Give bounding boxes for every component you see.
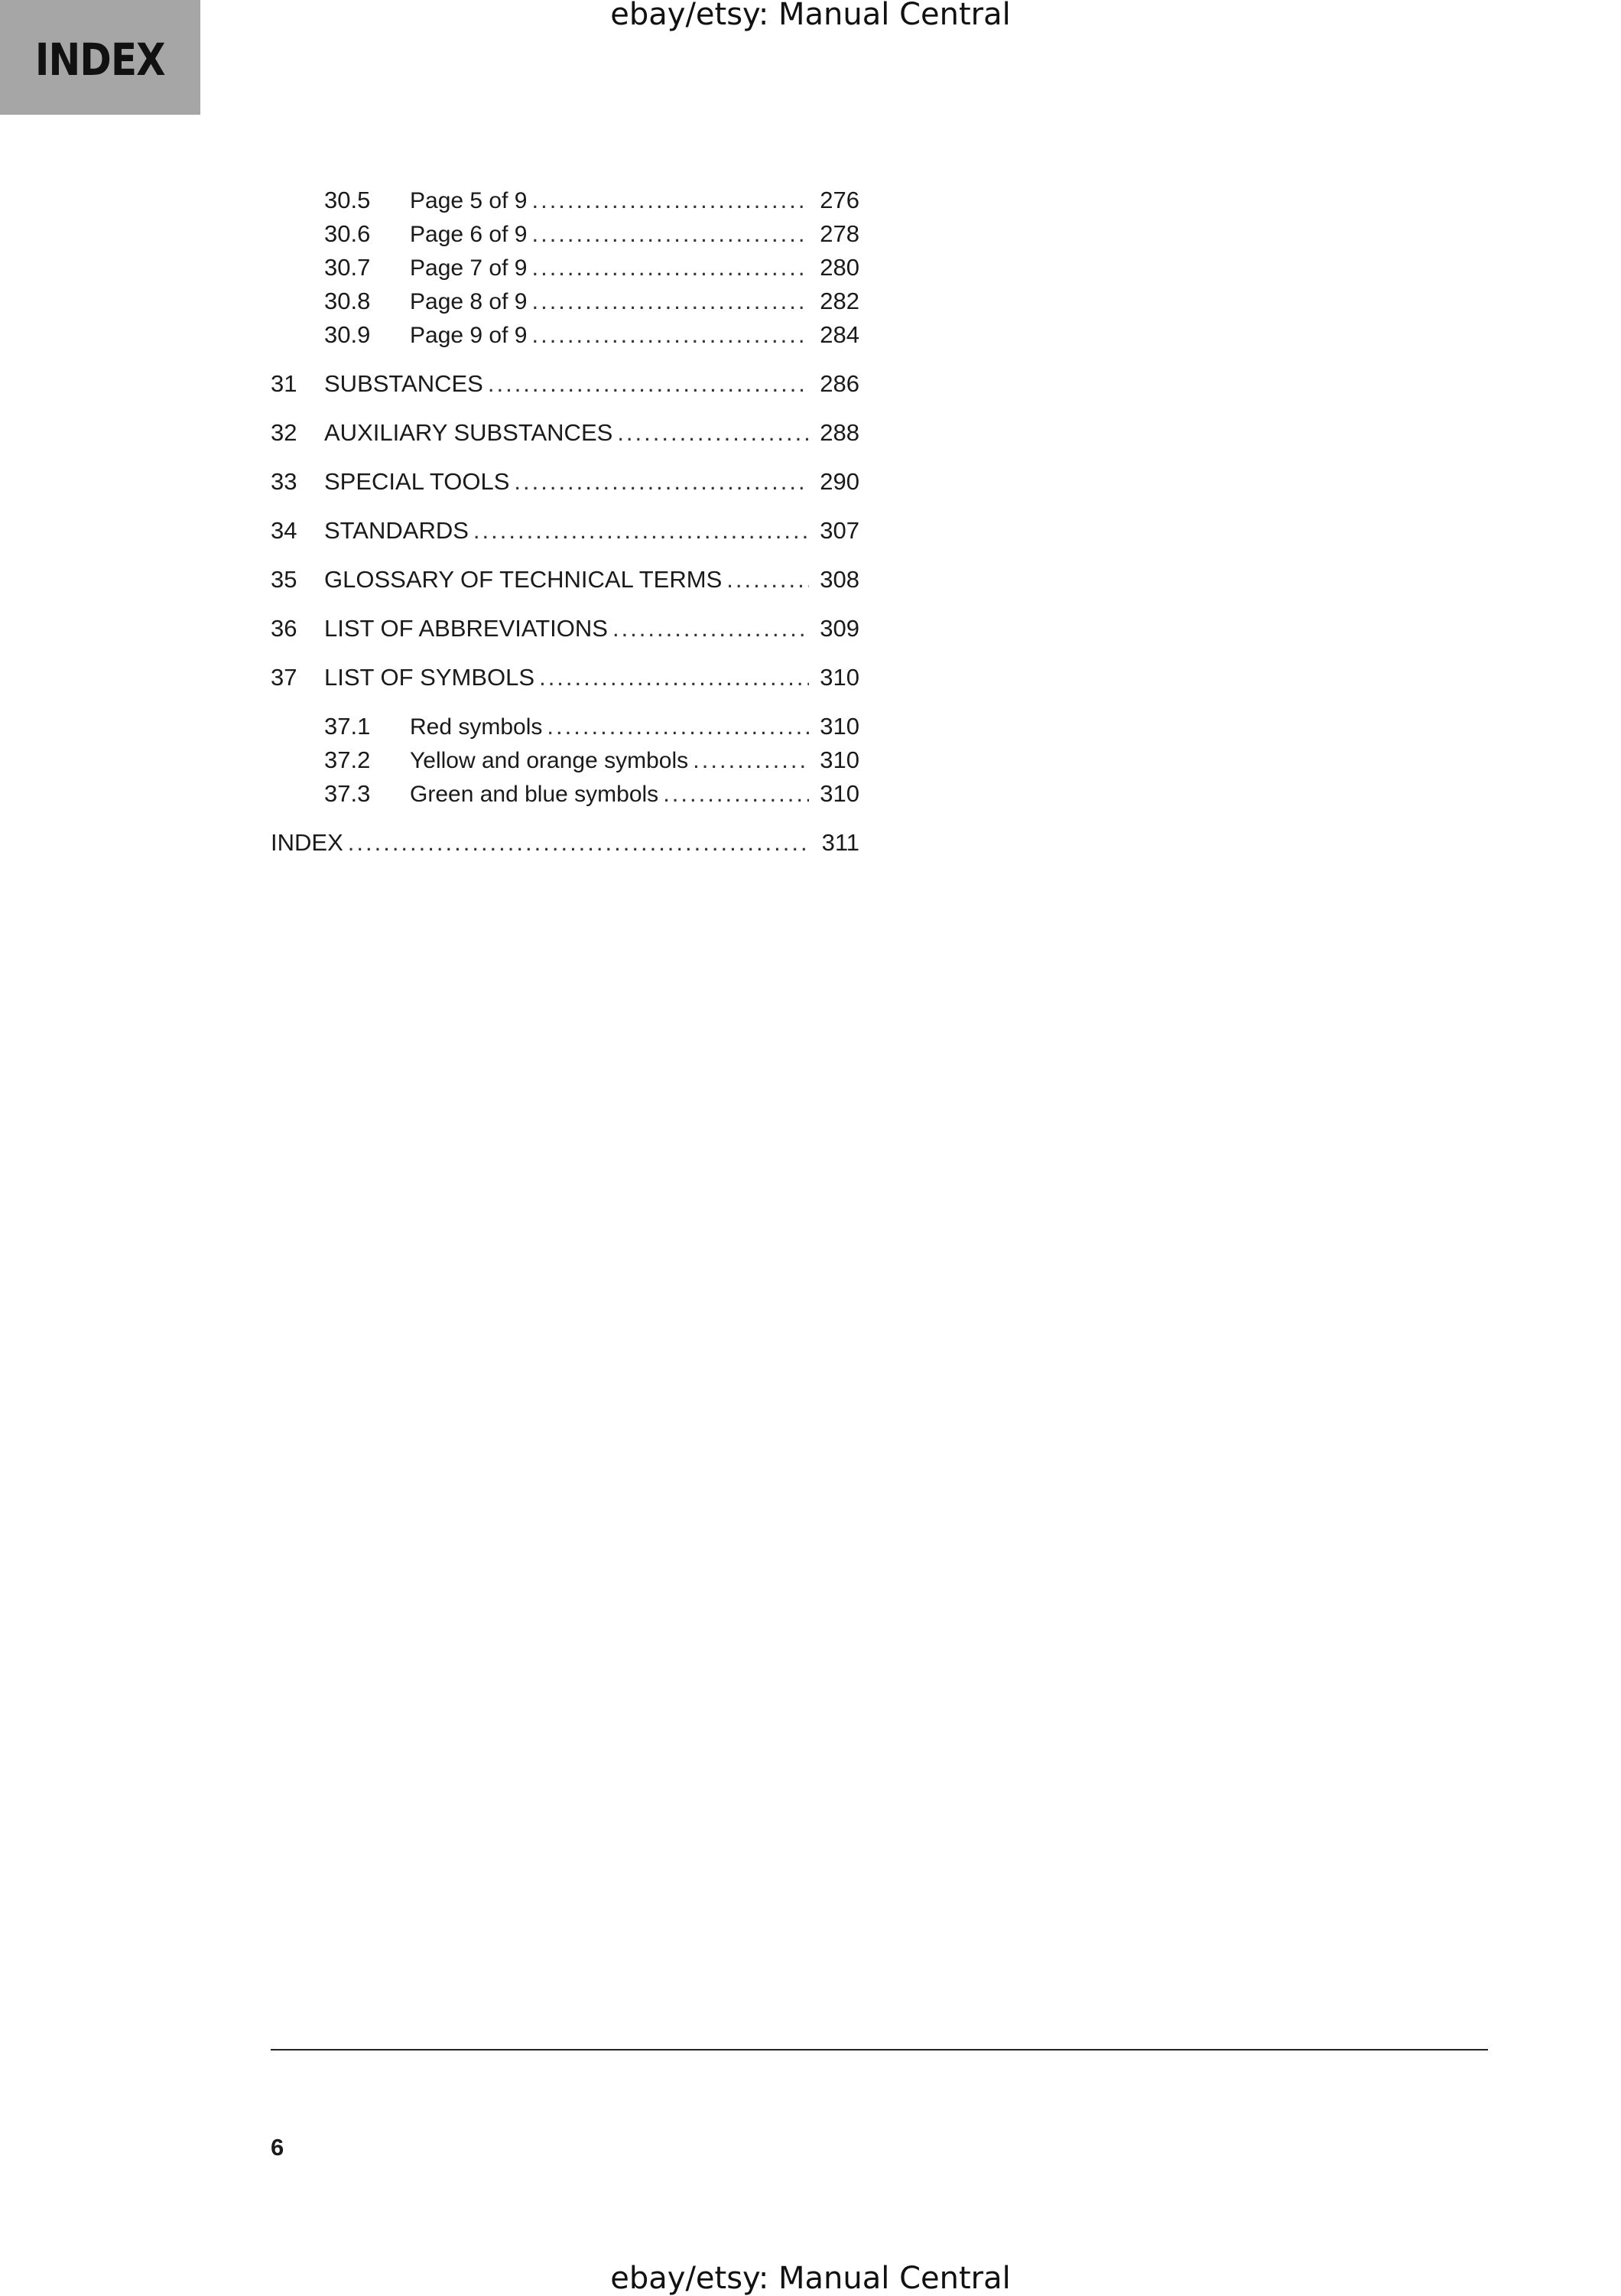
toc-entry-page: 290 [820,468,859,495]
toc-entry-number: 37.1 [324,713,371,740]
toc-leader-dots [348,826,809,860]
toc-entry-title: SPECIAL TOOLS [324,468,510,495]
toc-entry-number: 37.2 [324,746,371,773]
toc-entry-title: Green and blue symbols [410,782,659,807]
toc-entry-title: Page 9 of 9 [410,323,528,348]
toc-entry-number: 30.6 [324,220,371,247]
toc-entry-page: 278 [820,220,859,247]
toc-entry-page: 311 [821,829,859,856]
toc-leader-dots [531,318,809,352]
toc-entry[interactable] [271,710,859,743]
toc-entry-page: 309 [820,615,859,642]
toc-entry-number: 30.7 [324,254,371,281]
toc-entry-title: GLOSSARY OF TECHNICAL TERMS [324,566,723,593]
toc-entry[interactable] [271,514,859,548]
toc-entry-page: 310 [820,746,859,773]
toc-leader-dots [514,465,809,499]
toc-entry[interactable] [271,184,859,217]
toc-entry-title: Page 6 of 9 [410,222,528,247]
index-tab-label: INDEX [35,34,165,86]
toc-entry-page: 310 [820,713,859,740]
toc-entry-page: 284 [820,321,859,348]
toc-entry-number: 35 [271,566,297,593]
toc-entry-title: STANDARDS [324,517,469,544]
toc-entry-number: 37 [271,664,297,691]
toc-entry-page: 286 [820,370,859,397]
toc-entry[interactable] [271,318,859,352]
table-of-contents [271,184,859,860]
toc-leader-dots [693,743,809,777]
toc-entry[interactable] [271,743,859,777]
toc-entry-number: 34 [271,517,297,544]
toc-leader-dots [547,710,809,743]
toc-entry[interactable] [271,465,859,499]
toc-entry[interactable] [271,661,859,694]
toc-entry-title: LIST OF ABBREVIATIONS [324,615,608,642]
toc-entry[interactable] [271,416,859,450]
toc-entry-title: Page 7 of 9 [410,255,528,281]
toc-entry-number: 31 [271,370,297,397]
toc-leader-dots [531,184,809,217]
toc-entry[interactable] [271,612,859,646]
toc-entry[interactable] [271,217,859,251]
toc-leader-dots [473,514,809,548]
toc-entry-page: 307 [820,517,859,544]
footer-watermark: ebay/etsy: Manual Central [610,2261,1011,2296]
toc-leader-dots [539,661,809,694]
toc-entry[interactable] [271,563,859,597]
toc-entry-title: AUXILIARY SUBSTANCES [324,419,613,446]
toc-entry-title: Yellow and orange symbols [410,748,689,773]
toc-entry-page: 276 [820,187,859,213]
toc-leader-dots [531,285,809,318]
footer-divider [271,2049,1488,2050]
toc-entry-number: 30.5 [324,187,371,213]
toc-entry-number: 30.9 [324,321,371,348]
toc-entry-page: 288 [820,419,859,446]
toc-leader-dots [612,612,809,646]
toc-entry-title: INDEX [271,829,343,856]
toc-leader-dots [617,416,809,450]
toc-entry[interactable] [271,367,859,401]
toc-entry-page: 280 [820,254,859,281]
toc-entry-page: 310 [820,780,859,807]
toc-entry-page: 282 [820,288,859,314]
page-number: 6 [271,2134,284,2161]
toc-entry-title: Page 5 of 9 [410,188,528,213]
toc-leader-dots [726,563,809,597]
toc-entry[interactable] [271,826,859,860]
header-watermark: ebay/etsy: Manual Central [610,0,1011,32]
toc-entry[interactable] [271,777,859,811]
toc-entry[interactable] [271,251,859,285]
toc-entry-number: 36 [271,615,297,642]
toc-entry[interactable] [271,285,859,318]
toc-leader-dots [663,777,809,811]
toc-leader-dots [531,251,809,285]
toc-entry-number: 33 [271,468,297,495]
toc-entry-page: 308 [820,566,859,593]
toc-entry-title: Red symbols [410,714,543,740]
toc-entry-page: 310 [820,664,859,691]
toc-entry-title: SUBSTANCES [324,370,483,397]
toc-entry-number: 32 [271,419,297,446]
toc-leader-dots [488,367,809,401]
toc-entry-number: 37.3 [324,780,371,807]
toc-leader-dots [531,217,809,251]
toc-entry-title: Page 8 of 9 [410,289,528,314]
toc-entry-title: LIST OF SYMBOLS [324,664,535,691]
toc-entry-number: 30.8 [324,288,371,314]
